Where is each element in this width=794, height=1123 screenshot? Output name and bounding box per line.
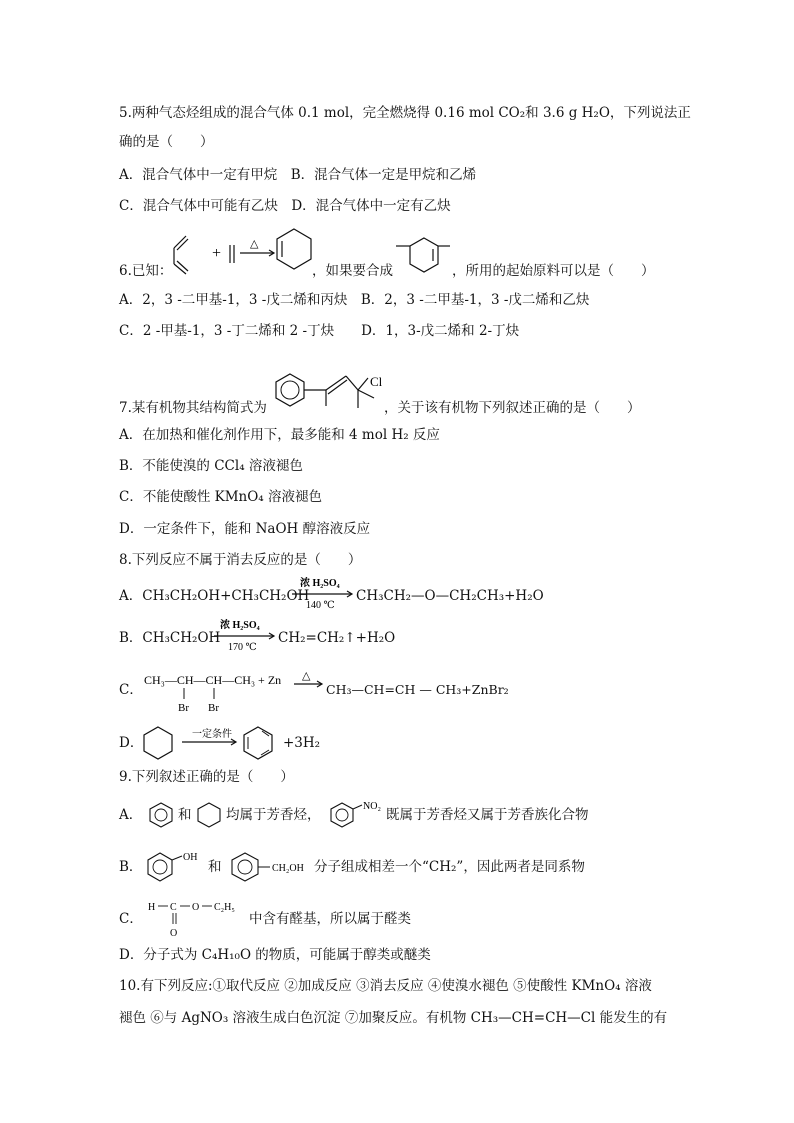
q7-option-a: A．在加热和催化剂作用下，最多能和 4 mol H₂ 反应: [119, 427, 440, 443]
q8-a-cond-top: 浓 H₂SO₄: [300, 578, 340, 589]
q7-cl-label: Cl: [370, 374, 383, 389]
q9-c-c: C: [170, 902, 177, 913]
q9-b-ch2oh-label: CH₂OH: [272, 863, 304, 874]
q9-option-d: D．分子式为 C₄H₁₀O 的物质，可能属于醇类或醚类: [119, 947, 431, 963]
q8-option-d-reaction: [140, 725, 280, 767]
q9-a-benzene: [148, 802, 174, 832]
q6-heat-symbol: △: [250, 238, 259, 250]
q10-line2: 褪色 ⑥与 AgNO₃ 溶液生成白色沉淀 ⑦加聚反应。有机物 CH₃—CH=CH—Cl 能发生的有: [119, 1010, 668, 1026]
q8-stem: 8.下列反应不属于消去反应的是（ ）: [119, 552, 362, 568]
q6-stem-c: ，所用的起始原料可以是（ ）: [452, 263, 655, 279]
q8-option-c-label: C．: [119, 682, 143, 698]
q9-option-a-label: A．: [119, 807, 143, 823]
q6-stem-a: 6.已知：: [119, 263, 173, 279]
q6-option-a-b: A．2，3 -二甲基-1，3 -戊二烯和丙炔 B．2，3 -二甲基-1，3 -戊二烯和乙炔: [119, 292, 590, 308]
q9-c-formate: [148, 896, 248, 944]
q9-b-benzyl-alcohol: [230, 850, 314, 886]
q6-option-c-d: C．2 -甲基-1，3 -丁二烯和 2 -丁炔 D．1，3-戊二烯和 2-丁炔: [119, 323, 520, 339]
q9-c-o2: O: [170, 928, 178, 939]
q6-stem-b: ，如果要合成: [312, 263, 393, 279]
q9-b-and: 和: [208, 859, 222, 875]
q6-cyclohexene: [274, 227, 314, 277]
q8-option-d-label: D．: [119, 735, 144, 751]
q8-c-br1: Br: [178, 702, 189, 714]
q6-target-molecule: [396, 234, 452, 282]
q9-option-c-label: C．: [119, 911, 143, 927]
q9-a-and: 和: [178, 807, 192, 823]
q8-option-b-arrow: [212, 618, 278, 662]
q7-stem-b: ，关于该有机物下列叙述正确的是（ ）: [384, 400, 641, 416]
q5-option-c-d: C．混合气体中可能有乙炔 D．混合气体中一定有乙炔: [119, 198, 451, 214]
q8-a-cond-bottom: 140 ℃: [306, 600, 335, 611]
q7-option-b: B．不能使溴的 CCl₄ 溶液褪色: [119, 458, 303, 474]
q9-a-cyclohexane: [196, 802, 222, 832]
q8-option-c-products: CH₃—CH=CH — CH₃+ZnBr₂: [326, 682, 509, 697]
q6-plus: +: [212, 245, 222, 262]
q9-stem: 9.下列叙述正确的是（ ）: [119, 769, 294, 785]
q7-option-c: C．不能使酸性 KMnO₄ 溶液褪色: [119, 489, 322, 505]
q8-option-a-arrow: [290, 576, 356, 620]
q8-d-cond: 一定条件: [192, 729, 232, 740]
q9-c-o1: O: [192, 902, 200, 913]
q9-b-oh-label: OH: [183, 852, 198, 863]
q8-option-b-reactant: B．CH₃CH₂OH: [119, 630, 221, 646]
q9-a-mid: 均属于芳香烃，: [226, 807, 321, 823]
q9-c-c2h5: C₂H₅: [214, 902, 235, 913]
q5-stem-line1: 5.两种气态烃组成的混合气体 0.1 mol，完全燃烧得 0.16 mol CO₂和 3.6 g H₂O，下列说法正: [119, 105, 691, 121]
q9-b-end: 分子组成相差一个“CH₂”，因此两者是同系物: [314, 859, 585, 875]
q9-c-h: H: [148, 902, 156, 913]
q8-c-reactant-text: CH₃—CH—CH—CH₃ + Zn: [144, 673, 282, 687]
q7-stem-a: 7.某有机物其结构简式为: [119, 400, 267, 416]
q9-option-b-label: B．: [119, 859, 143, 875]
q7-option-d: D．一定条件下，能和 NaOH 醇溶液反应: [119, 521, 371, 537]
q8-option-a-reactants: A．CH₃CH₂OH+CH₃CH₂OH: [119, 588, 310, 604]
q9-a-no2-label: NO₂: [363, 801, 381, 812]
q9-a-nitrobenzene: [328, 800, 384, 832]
q7-structure: [270, 364, 390, 418]
q8-c-br2: Br: [208, 702, 219, 714]
q8-option-a-products: CH₃CH₂—O—CH₂CH₃+H₂O: [356, 588, 544, 604]
q9-a-end: 既属于芳香烃又属于芳香族化合物: [386, 807, 589, 823]
q9-c-end: 中含有醛基，所以属于醛类: [249, 911, 411, 927]
q9-b-phenol: [146, 850, 206, 884]
q8-option-c-arrow: [292, 668, 326, 698]
q5-stem-line2: 确的是（ ）: [119, 134, 214, 150]
q8-b-cond-top: 浓 H₂SO₄: [220, 620, 260, 631]
q8-option-b-products: CH₂=CH₂↑+H₂O: [278, 630, 396, 646]
q5-option-a-b: A．混合气体中一定有甲烷 B．混合气体一定是甲烷和乙烯: [119, 167, 477, 183]
q10-line1: 10.有下列反应:①取代反应 ②加成反应 ③消去反应 ④使溴水褪色 ⑤使酸性 KMnO₄ 溶液: [119, 978, 652, 994]
q8-option-d-product: +3H₂: [283, 735, 321, 751]
q8-c-cond: △: [302, 670, 311, 682]
q8-b-cond-bottom: 170 ℃: [228, 642, 257, 653]
